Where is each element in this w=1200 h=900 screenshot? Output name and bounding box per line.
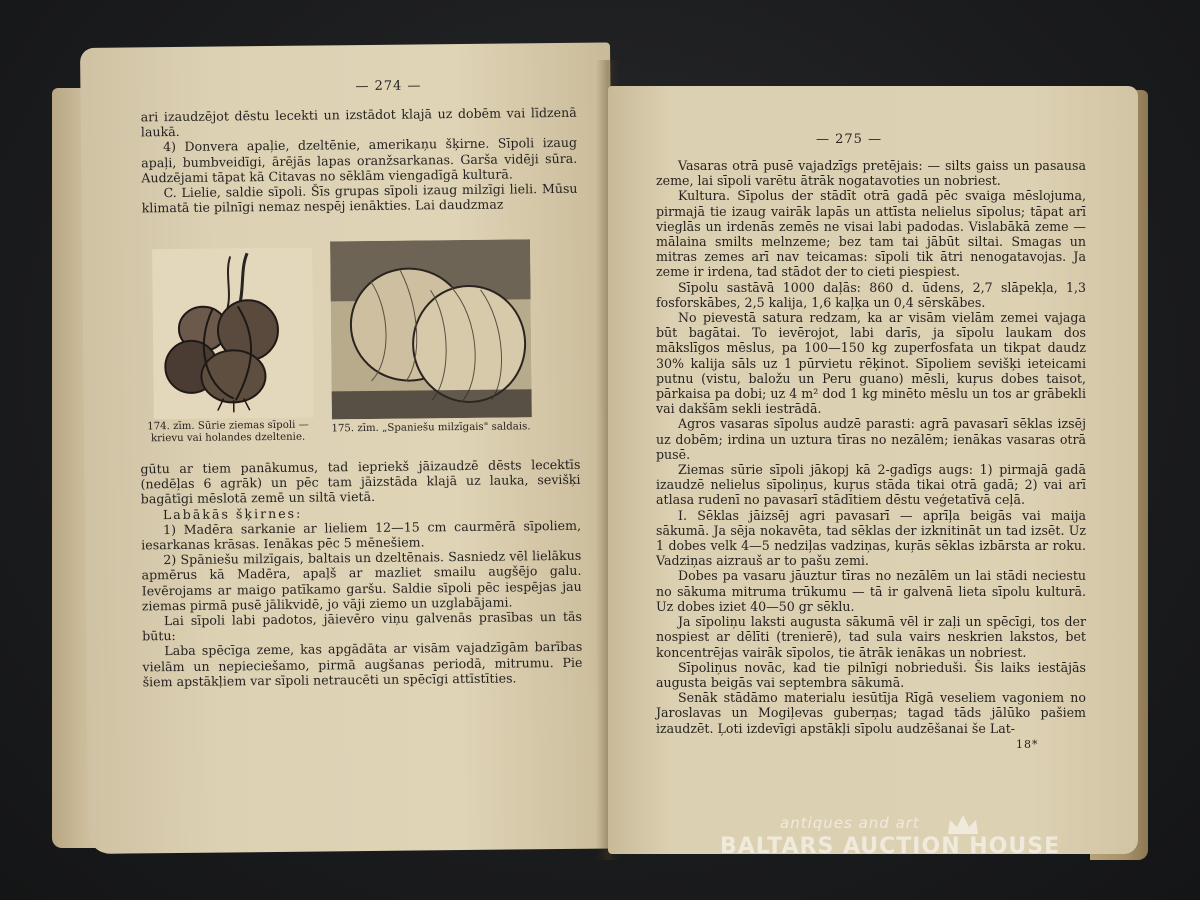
paragraph: Agros vasaras sīpolus audzē parasti: agrā pavasarī sēklas izsēj uz dobēm; irdina un uztura tīras no nezālēm; ienākas vasaras otrā pusē.	[656, 416, 1086, 462]
paragraph: Sīpolu sastāvā 1000 daļās: 860 d. ūdens, 2,7 slāpekļa, 1,3 fosforskābes, 2,5 kalija, 1,6 kaļķa un 0,4 sērskābes.	[656, 279, 1086, 310]
paragraph: 2) Spāniešu milzīgais, baltais un dzeltēnais. Sasniedz vēl lielākus apmērus kā Madēra, apaļš ar mazliet smailu augšējo galu. Ievērojams ar maigo patīkamo garšu. Saldie sīpoli pēc iespējas jau ziemas pirmā pusē jālikvidē, jo vāji ziemo un uzglabājami.	[141, 547, 582, 614]
paragraph: Laba spēcīga zeme, kas apgādāta ar visām vajadzīgām barības vielām un nepieciešamo, pirmā augšanas periodā, mitrumu. Pie šiem apstākļiem var sīpoli netraucēti un spēcīgi attīstīties.	[142, 639, 583, 690]
right-page	[608, 86, 1138, 854]
paragraph: No pievestā satura redzam, ka ar visām vielām zemei vajaga būt bagātai. To ievērojot, labi darīs, ja sīpolu laukam dos mākslīgos mēslus, pa 100—150 kg zuperfosfata un tikpat daudz 30% kalija sāls uz 1 pūrvietu rēķinot. Sīpoliem sevišķi ieteicami putnu (vistu, baložu un Peru guano) mēsli, kuŗus dobes taisot, pārkaisa pa dobi; uz 4 m² dod 1 kg minēto mēslu un tos ar grābekli vai dakšām sekli iestrādā.	[656, 310, 1086, 417]
paragraph: Sīpoliņus novāc, kad tie pilnīgi nobrieduši. Šis laiks iestājās augusta beigās vai septembra sākumā.	[656, 659, 1086, 690]
paragraph: ari izaudzējot dēstu lecekti un izstādot klajā uz dobēm vai līdzenā laukā.	[140, 104, 577, 140]
figure-175-caption: 175. zīm. „Spaniešu milzīgais" saldais.	[331, 421, 531, 435]
paragraph: gūtu ar tiem panākumus, tad iepriekš jāizaudzē dēsts lecektīs (nedēļas 6 agrāk) un pēc tam jāizstāda klajā uz lauka, sevišķi bagātīgi mēslotā zemē un siltā vietā.	[140, 456, 581, 507]
crown-icon	[946, 812, 980, 836]
signature-mark: 18*	[1016, 738, 1039, 751]
figure-175-onions	[330, 239, 532, 419]
paragraph: Kultura. Sīpolus der stādīt otrā gadā pēc svaiga mēslojuma, pirmajā tie izaug vairāk lapās un attīsta nelielus sīpolus; tāpat arī vieglās un irdenās zemēs ne visai labi padodas. Vislabākā zeme — mālaina smilts melnzeme; bez tam tai jābūt siltai. Smagas un mitras zemes arī nav teicamas: sīpoli tik ātri nenogatavojas. Ja zeme ir irdena, tad stādot der to cieti piespiest.	[656, 188, 1086, 280]
paragraph: 1) Madēra sarkanie ar lieliem 12—15 cm caurmērā sīpoliem, iesarkanas krāsas. Ienākas pēc 5 mēnešiem.	[141, 517, 582, 553]
onion-bunch-illustration	[152, 248, 314, 420]
text-block-bottom	[140, 457, 582, 690]
paragraph: Ja sīpoliņu laksti augusta sākumā vēl ir zaļi un spēcīgi, tos der nospiest ar dēlīti (trenierē), tad sula vairs neskrien lakstos, bet koncentrējas vairāk sīpolos, tie ātrāk ienākas un nobriest.	[656, 614, 1086, 660]
page-number: — 274 —	[355, 78, 422, 95]
paragraph: I. Sēklas jāizsēj agri pavasarī — aprīļa beigās vai maija sākumā. Ja sēja nokavēta, tad sēklas der izknitināt un tad izsēt. Uz 1 dobes velk 4—5 nedziļas vadziņas, kuŗās sēklas izbārsta ar roku. Vadziņas aizrauš ar to pašu zemi.	[656, 507, 1086, 569]
paragraph: Senāk stādāmo materialu iesūtīja Rīgā veseliem vagoniem no Jaroslavas un Mogiļevas guberņas; tagad tāds jālūko pašiem izaudzēt. Ļoti izdevīgi apstākļi sīpolu audzēšanai še Lat-	[656, 690, 1086, 736]
paragraph: Vasaras otrā pusē vajadzīgs pretējais: — silts gaiss un pasausa zeme, lai sīpoli varētu ātrāk nogatavoties un nobriest.	[656, 158, 1086, 189]
paragraph: C. Lielie, saldie sīpoli. Šīs grupas sīpoli izaug milzīgi lieli. Mūsu klimatā tie pilnīgi nemaz nespēj ienākties. Lai daudzmaz	[141, 180, 578, 216]
figure-174-caption: 174. zīm. Sūrie ziemas sīpoli — krievu vai holandes dzeltenie.	[147, 419, 309, 445]
text-block	[656, 158, 1086, 736]
paragraph: Ziemas sūrie sīpoli jākopj kā 2-gadīgs augs: 1) pirmajā gadā izaudzē nelielus sīpoliņus, kuŗus stāda tikai otrā gadā; 2) vai arī atlasa rudenī no pavasarī stādītiem dēstu veģetatīvā ceļā.	[656, 462, 1086, 508]
paragraph: Dobes pa vasaru jāuztur tīras no nezālēm un lai stādi neciestu no sākuma mitruma trūkumu — tā ir galvenā lieta sīpolu kulturā. Uz dobes iziet 40—50 gr sēklu.	[656, 568, 1086, 614]
text-block-top	[141, 105, 578, 216]
paragraph: Lai sīpoli labi padotos, jāievēro viņu galvenās prasības un tās būtu:	[142, 608, 583, 644]
page-number: — 275 —	[816, 132, 883, 147]
watermark-brand: BALTARS AUCTION HOUSE	[720, 834, 1061, 859]
left-page	[80, 42, 618, 854]
watermark-tagline: antiques and art	[780, 814, 920, 832]
heading-best-varieties: Labākās šķirnes:	[162, 505, 303, 522]
paragraph: 4) Donvera apaļie, dzeltēnie, amerikaņu šķirne. Sīpoli izaug apaļi, bumbveidīgi, ārējās lapas oranžsarkanas. Garša vidēji sūra. Audzējami tāpat kā Citavas no sēklām viengadīgā kulturā.	[141, 135, 578, 186]
figure-174-onions	[152, 248, 314, 420]
large-onions-illustration	[330, 239, 532, 419]
